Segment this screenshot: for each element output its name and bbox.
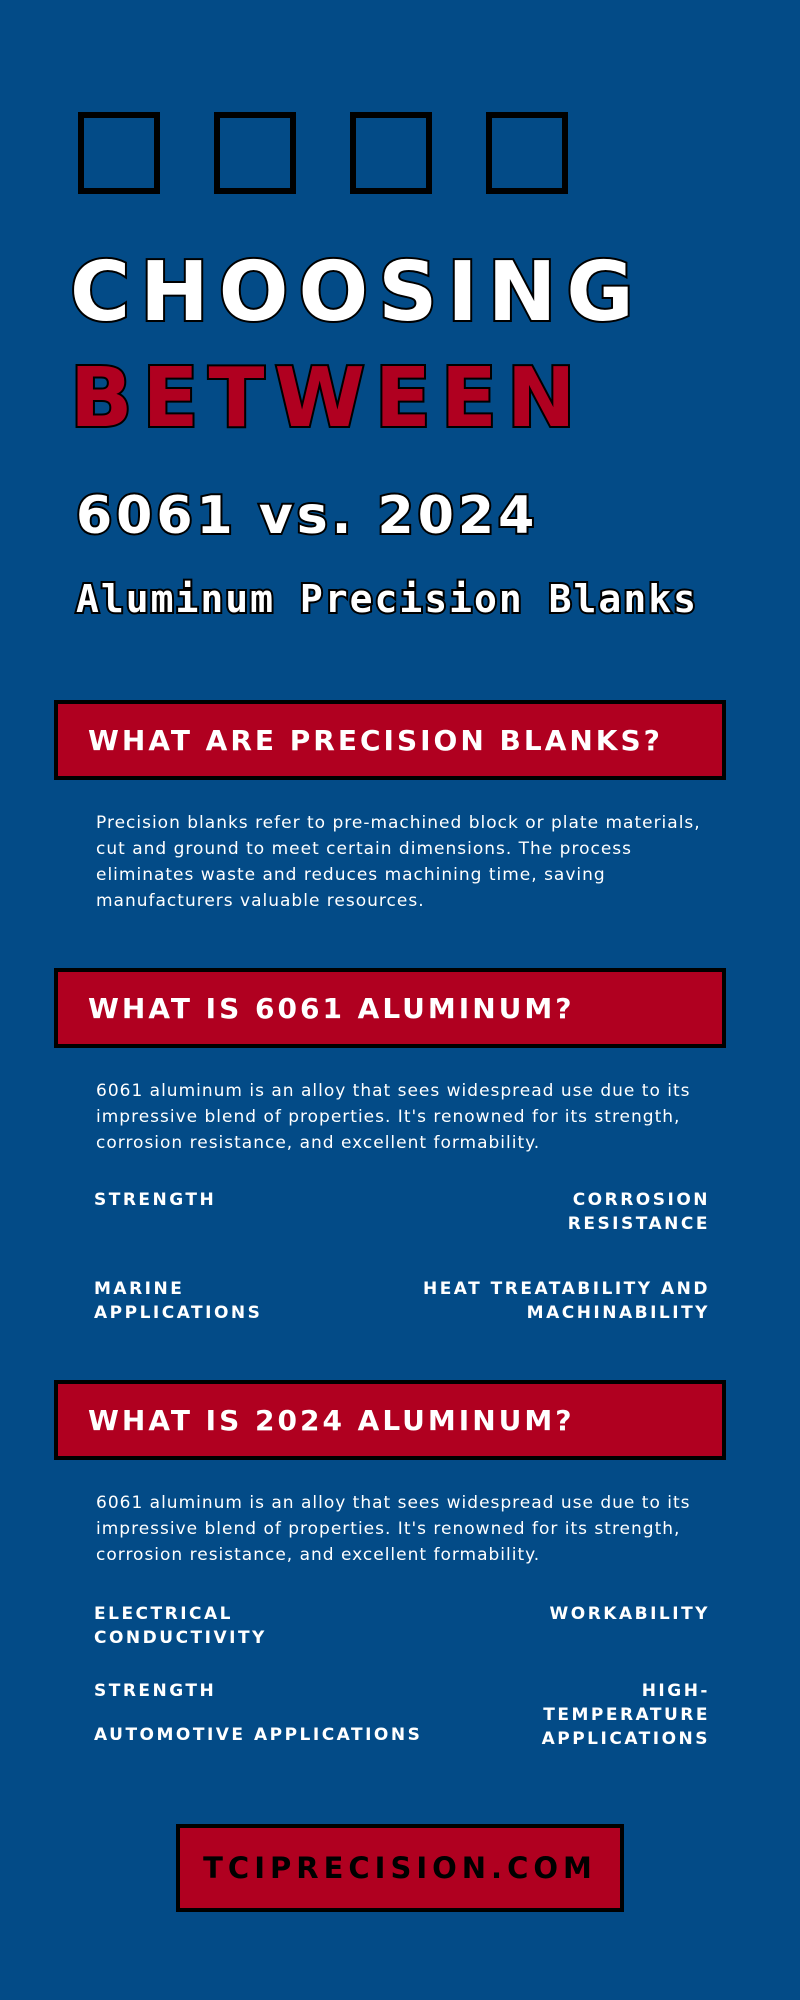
feature-label: MARINE APPLICATIONS (94, 1279, 263, 1323)
title-line-2: BETWEEN (70, 351, 586, 446)
feature-label: WORKABILITY (549, 1604, 710, 1624)
website-footer: TCIPRECISION.COM (176, 1824, 624, 1912)
square-icon (78, 112, 160, 194)
title-line-4: Aluminum Precision Blanks (76, 577, 698, 621)
section-body-precision-blanks: Precision blanks refer to pre-machined block or plate materials, cut and ground to meet certain dimensions. The process eliminates waste and reduces machining time, saving manufacturers valuable resources. (96, 813, 701, 911)
feature-label: HEAT TREATABILITY AND MACHINABILITY (422, 1279, 710, 1323)
section-body-2024: 6061 aluminum is an alloy that sees widespread use due to its impressive blend of properties. It's renowned for its strength, corrosion resistance, and excellent formability. (96, 1493, 691, 1565)
feature-label: STRENGTH (94, 1681, 217, 1701)
title-line-3: 6061 vs. 2024 (76, 486, 539, 546)
section-heading-6061: WHAT IS 6061 ALUMINUM? (54, 968, 726, 1048)
section-body-6061: 6061 aluminum is an alloy that sees widespread use due to its impressive blend of properties. It's renowned for its strength, corrosion resistance, and excellent formability. (96, 1081, 691, 1153)
feature-label: AUTOMOTIVE APPLICATIONS (94, 1725, 423, 1745)
feature-label: CORROSION RESISTANCE (567, 1190, 710, 1234)
square-icon (214, 112, 296, 194)
title-line-1: CHOOSING (70, 245, 644, 340)
section-heading-precision-blanks: WHAT ARE PRECISION BLANKS? (54, 700, 726, 780)
feature-label: HIGH-TEMPERATURE APPLICATIONS (541, 1681, 710, 1749)
decorative-squares (78, 112, 568, 194)
feature-label: STRENGTH (94, 1190, 217, 1210)
section-heading-2024: WHAT IS 2024 ALUMINUM? (54, 1380, 726, 1460)
square-icon (350, 112, 432, 194)
feature-label: ELECTRICAL CONDUCTIVITY (94, 1604, 267, 1648)
square-icon (486, 112, 568, 194)
